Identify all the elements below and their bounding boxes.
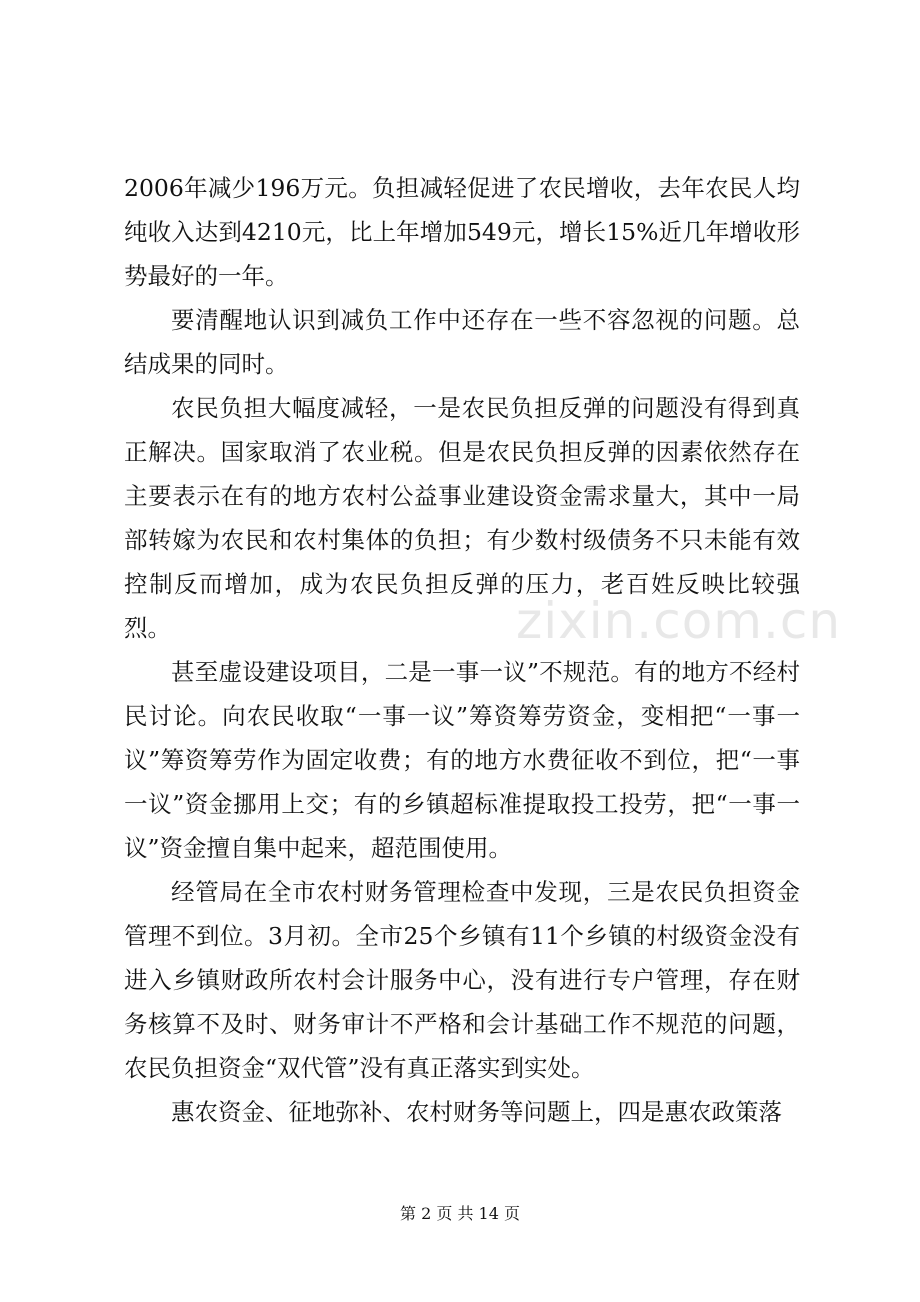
- paragraph-4: 甚至虚设建设项目，二是一事一议”不规范。有的地方不经村民讨论。向农民收取“一事一议”筹资筹劳资金，变相把“一事一议”筹资筹劳作为固定收费；有的地方水费征收不到位，把“一事一议”资金挪用上交；有的乡镇超标准提取投工投劳，把“一事一议”资金擅自集中起来，超范围使用。: [124, 658, 800, 862]
- paragraph-3: 农民负担大幅度减轻，一是农民负担反弹的问题没有得到真正解决。国家取消了农业税。但是农民负担反弹的因素依然存在主要表示在有的地方农村公益事业建设资金需求量大，其中一局部转嫁为农民和农村集体的负担；有少数村级债务不只未能有效控制反而增加，成为农民负担反弹的压力，老百姓反映比较强烈。: [124, 394, 800, 642]
- paragraph-1: 2006年减少196万元。负担减轻促进了农民增收，去年农民人均纯收入达到4210元，比上年增加549元，增长15%近几年增收形势最好的一年。: [124, 174, 800, 290]
- document-body: [124, 166, 800, 1134]
- watermark: zixin.com.cn: [516, 592, 842, 650]
- paragraph-6: 惠农资金、征地弥补、农村财务等问题上，四是惠农政策落: [171, 1098, 782, 1126]
- paragraph-5: 经管局在全市农村财务管理检查中发现，三是农民负担资金管理不到位。3月初。全市25个乡镇有11个乡镇的村级资金没有进入乡镇财政所农村会计服务中心，没有进行专户管理，存在财务核算不及时、财务审计不严格和会计基础工作不规范的问题，农民负担资金“双代管”没有真正落实到实处。: [124, 878, 800, 1082]
- page-footer: 第 2 页 共 14 页: [400, 1204, 520, 1223]
- paragraph-2: 要清醒地认识到减负工作中还存在一些不容忽视的问题。总结成果的同时。: [124, 306, 800, 378]
